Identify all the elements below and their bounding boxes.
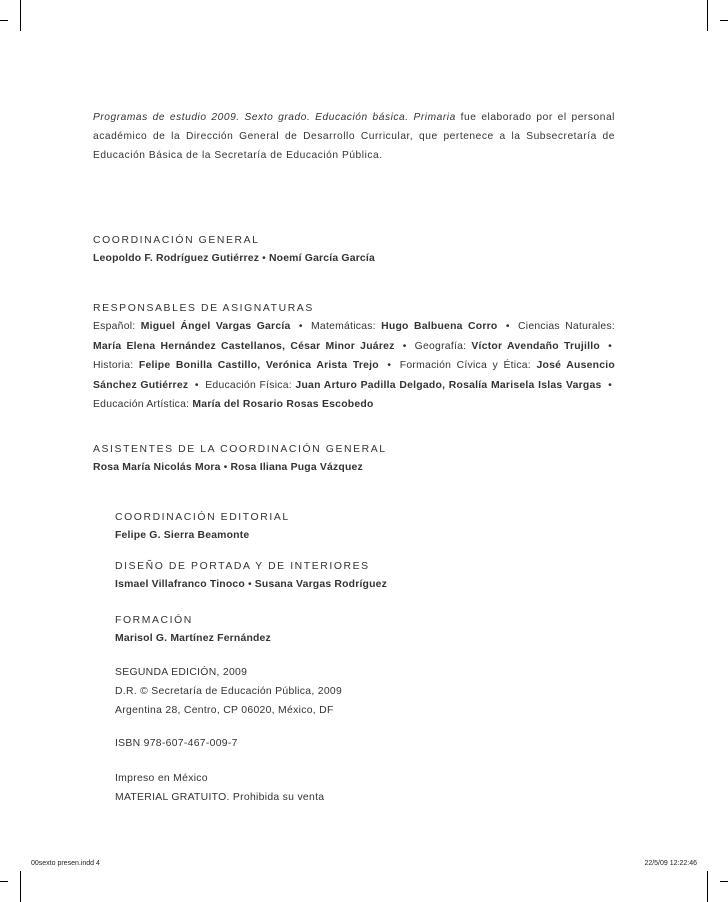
bullet-separator: • — [608, 379, 612, 391]
bullet-separator: • — [505, 321, 510, 332]
coordinacion-editorial-section — [115, 509, 637, 545]
asignatura-label: Ciencias Naturales: — [518, 321, 616, 332]
crop-mark — [720, 881, 728, 882]
disenador-name: Susana Vargas Rodríguez — [254, 579, 387, 590]
asignatura-label: Historia: — [93, 360, 139, 372]
coordinacion-general-heading: COORDINACIÓN GENERAL — [93, 235, 260, 246]
diseno-section — [115, 558, 637, 594]
intro-paragraph — [93, 108, 615, 165]
copyright-line: D.R. © Secretaría de Educación Pública, 2009 — [115, 686, 343, 697]
impreso-line: Impreso en México — [115, 773, 208, 784]
responsable-name: José Ausencio Sánchez Gutiérrez — [93, 360, 616, 391]
responsable-name: Víctor Avendaño Trujillo — [471, 340, 601, 352]
bullet-separator: • — [194, 379, 199, 391]
formacion-section — [115, 612, 637, 648]
responsable-name: Felipe Bonilla Castillo, Verónica Arista Trejo — [138, 360, 379, 372]
bullet-separator: • — [402, 340, 407, 352]
asistente-name: Rosa Iliana Puga Vázquez — [230, 462, 363, 473]
formacion-heading: FORMACIÓN — [115, 615, 193, 626]
isbn-line: ISBN 978-607-467-009-7 — [115, 738, 238, 749]
diseno-heading: DISEÑO DE PORTADA Y DE INTERIORES — [115, 561, 370, 572]
crop-mark — [20, 0, 21, 31]
responsables-section — [93, 300, 615, 415]
responsable-name: María del Rosario Rosas Escobedo — [192, 399, 374, 411]
diseno-names — [115, 575, 637, 594]
slug-filename: 00sexto presen.indd 4 — [31, 860, 100, 867]
asignatura-label: Matemáticas: — [311, 321, 382, 332]
asignatura-label: Geografía: — [414, 340, 472, 352]
isbn-section — [115, 734, 637, 753]
coordinacion-editorial-heading: COORDINACIÓN EDITORIAL — [115, 512, 290, 523]
responsable-name: Hugo Balbuena Corro — [381, 321, 498, 332]
responsables-heading: RESPONSABLES DE ASIGNATURAS — [93, 303, 314, 314]
crop-mark — [20, 871, 21, 902]
responsable-name: Juan Arturo Padilla Delgado, Rosalía Marisela Islas Vargas — [295, 379, 602, 391]
coordinacion-general-section — [93, 232, 615, 268]
crop-mark — [0, 20, 8, 21]
edicion-section — [115, 663, 637, 720]
bullet-separator: • — [298, 321, 303, 332]
coordinador-name: Noemí García García — [268, 253, 375, 264]
responsable-name: María Elena Hernández Castellanos, César Minor Juárez — [93, 340, 395, 352]
asistentes-section — [93, 441, 615, 477]
coordinacion-general-names — [93, 249, 615, 268]
asistentes-heading: ASISTENTES DE LA COORDINACIÓN GENERAL — [93, 444, 387, 455]
slug-timestamp: 22/5/09 12:22:46 — [644, 860, 697, 867]
disenador-name: Ismael Villafranco Tinoco — [115, 579, 245, 590]
coordinacion-editorial-name: Felipe G. Sierra Beamonte — [115, 530, 250, 541]
impreso-section — [115, 769, 637, 807]
responsable-name: Miguel Ángel Vargas García — [140, 321, 291, 332]
asistentes-names — [93, 458, 615, 477]
asignatura-label: Español: — [93, 321, 141, 332]
address-line: Argentina 28, Centro, CP 06020, México, DF — [115, 705, 334, 716]
asignatura-label: Educación Física: — [205, 379, 296, 391]
intro-text: fue elaborado por el personal académico de la Dirección General de Desarrollo Curricular, que pertenece a la Subsecretaría de Educación Básica de la Secretaría de Educación Pública. — [93, 112, 615, 161]
crop-mark — [707, 871, 708, 902]
responsables-list — [93, 317, 615, 415]
bullet-separator: • — [262, 253, 266, 264]
asignatura-label: Formación Cívica y Ética: — [399, 360, 537, 372]
crop-mark — [720, 20, 728, 21]
material-gratuito-line: MATERIAL GRATUITO. Prohibida su venta — [115, 792, 325, 803]
crop-mark — [707, 0, 708, 31]
asistente-name: Rosa María Nicolás Mora — [93, 462, 221, 473]
bullet-separator: • — [387, 360, 392, 372]
bullet-separator: • — [608, 340, 613, 352]
edicion-line: SEGUNDA EDICIÓN, 2009 — [115, 667, 248, 678]
intro-title: Programas de estudio 2009. Sexto grado. Educación básica. Primaria — [93, 112, 456, 123]
formacion-name: Marisol G. Martínez Fernández — [115, 633, 271, 644]
crop-mark — [0, 881, 8, 882]
bullet-separator: • — [247, 579, 252, 590]
asignatura-label: Educación Artística: — [93, 399, 193, 411]
coordinador-name: Leopoldo F. Rodríguez Gutiérrez — [93, 253, 260, 264]
bullet-separator: • — [223, 462, 228, 473]
